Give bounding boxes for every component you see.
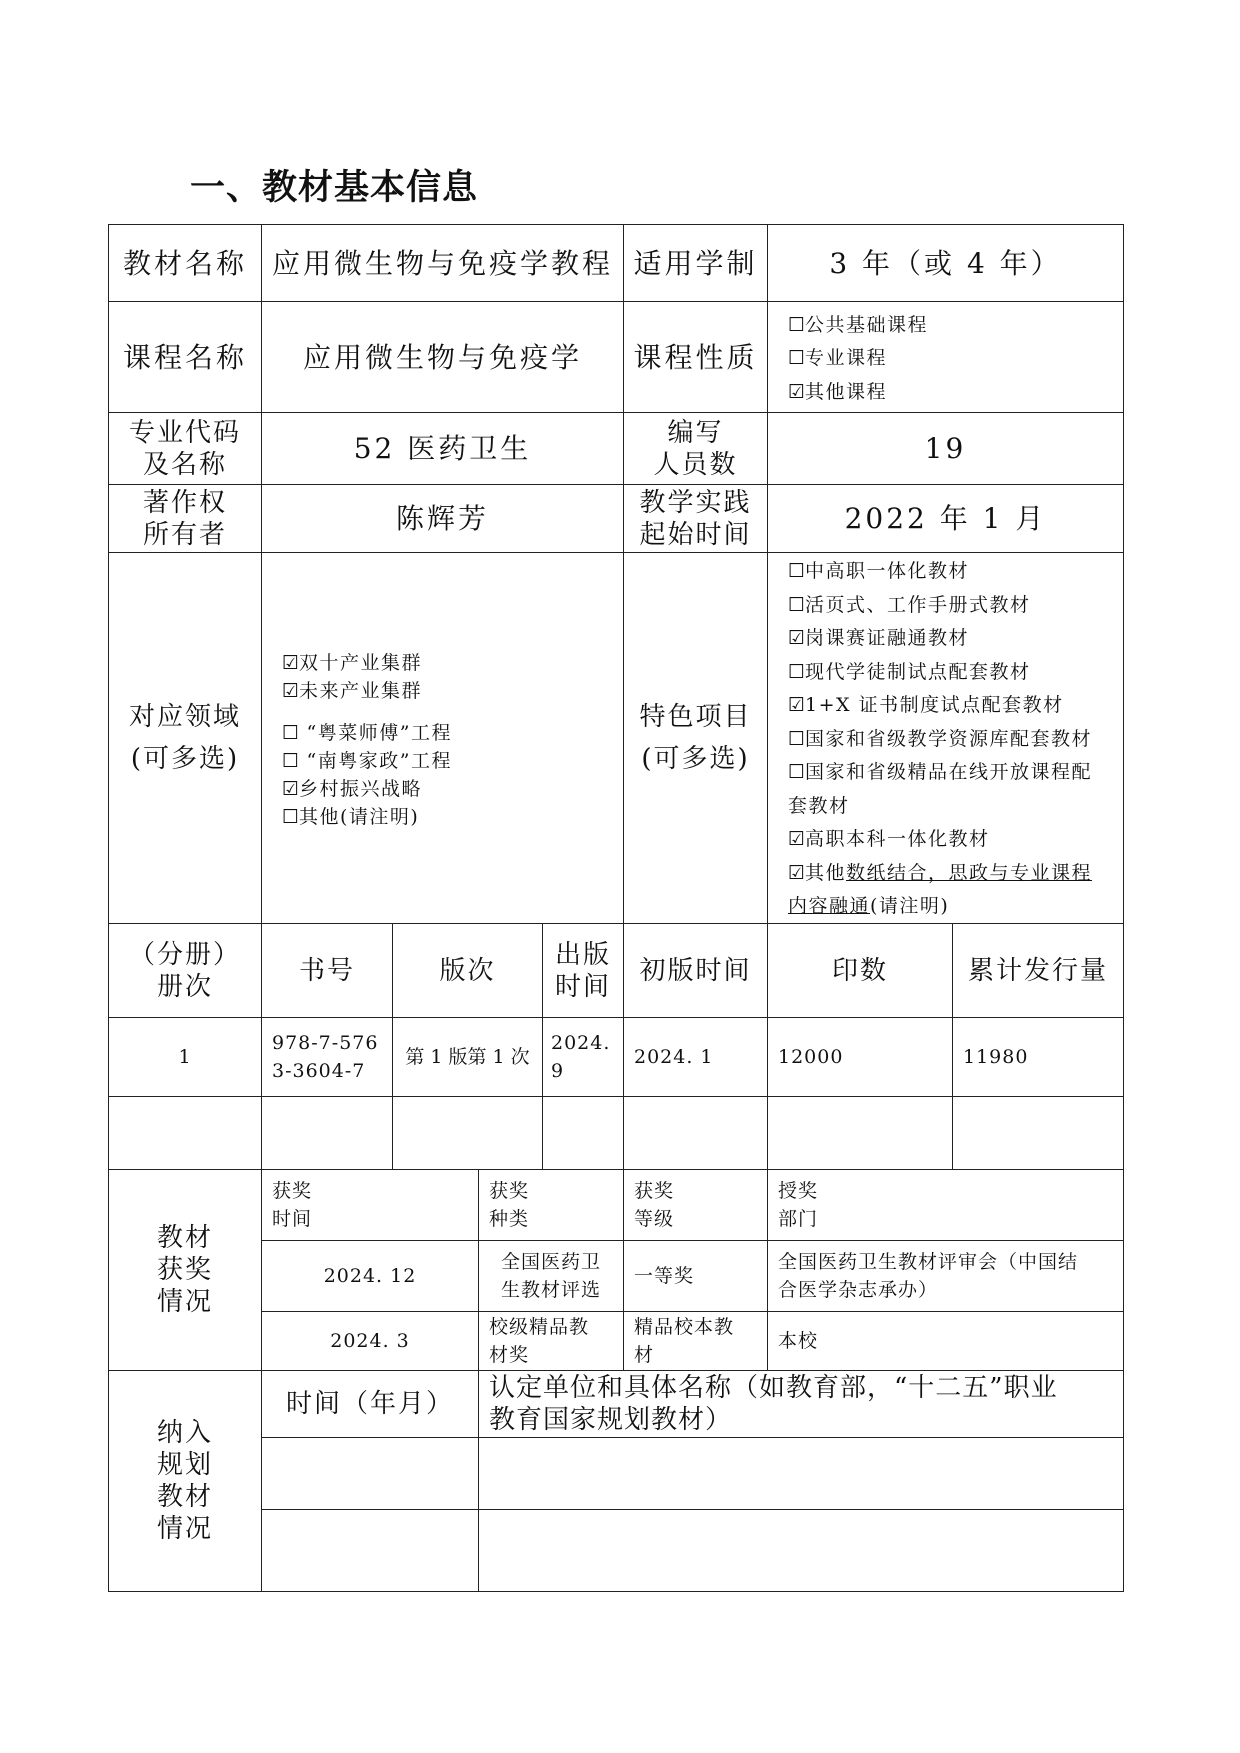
other-note: 内容融通(请注明)	[788, 895, 950, 917]
prints-header: 印数	[767, 923, 953, 1018]
edition-cell: 第 1 版第 1 次	[392, 1017, 543, 1097]
prints-cell: 12000	[767, 1017, 953, 1097]
empty-cell	[261, 1437, 479, 1510]
award-type-cell: 校级精品教 材奖	[478, 1311, 624, 1371]
award-level-header: 获奖 等级	[623, 1169, 768, 1241]
volume-header: （分册） 册次	[108, 923, 262, 1018]
practice-start-label: 教学实践 起始时间	[623, 484, 768, 553]
course-nature-label: 课程性质	[623, 301, 768, 413]
awards-label: 教材 获奖 情况	[108, 1169, 262, 1371]
major-code-label: 专业代码 及名称	[108, 412, 262, 485]
empty-cell	[952, 1096, 1124, 1170]
award-dept-header: 授奖 部门	[767, 1169, 1124, 1241]
checkbox-item[interactable]: ☐现代学徒制试点配套教材	[788, 660, 1031, 683]
empty-cell	[261, 1096, 393, 1170]
checkbox-item[interactable]: ☐专业课程	[788, 347, 888, 370]
practice-start-value: 2022 年 1 月	[767, 484, 1124, 553]
checkbox-item[interactable]: ☐ “南粤家政”工程	[282, 750, 452, 772]
domain-label: 对应领域 (可多选)	[108, 552, 262, 924]
copyright-label: 著作权 所有者	[108, 484, 262, 553]
course-name-value: 应用微生物与免疫学	[261, 301, 624, 413]
edition-header: 版次	[392, 923, 543, 1018]
checkbox-item[interactable]: ☐其他(请注明)	[282, 806, 420, 828]
award-type-header: 获奖 种类	[478, 1169, 624, 1241]
planning-time-header: 时间（年月）	[261, 1370, 479, 1438]
award-type-cell: 全国医药卫 生教材评选	[478, 1240, 624, 1312]
features-label: 特色项目 (可多选)	[623, 552, 768, 924]
empty-cell	[623, 1096, 768, 1170]
volume-cell: 1	[108, 1017, 262, 1097]
empty-cell	[392, 1096, 543, 1170]
award-time-header: 获奖 时间	[261, 1169, 479, 1241]
checkbox-item[interactable]: ☐中高职一体化教材	[788, 560, 970, 582]
empty-cell	[261, 1509, 479, 1592]
checkbox-item[interactable]: ☑其他课程	[788, 380, 888, 403]
empty-cell	[542, 1096, 624, 1170]
empty-cell	[478, 1509, 1124, 1592]
checkbox-item[interactable]: ☐国家和省级教学资源库配套教材	[788, 727, 1093, 750]
course-name-label: 课程名称	[108, 301, 262, 413]
domain-options	[261, 552, 624, 924]
empty-cell	[478, 1437, 1124, 1510]
checkbox-item[interactable]: ☑未来产业集群	[282, 680, 423, 702]
authors-count-value: 19	[767, 412, 1124, 485]
planning-unit-header: 认定单位和具体名称（如教育部，“十二五”职业 教育国家规划教材）	[478, 1370, 1124, 1438]
award-time-cell: 2024. 3	[261, 1311, 479, 1371]
section-heading: 一、教材基本信息	[190, 168, 479, 208]
checkbox-item[interactable]: ☑双十产业集群	[282, 652, 423, 674]
authors-count-label: 编写 人员数	[623, 412, 768, 485]
checkbox-item[interactable]: ☐国家和省级精品在线开放课程配	[788, 761, 1093, 783]
course-nature-options	[767, 301, 1124, 413]
pubdate-cell: 2024. 9	[542, 1017, 624, 1097]
features-options	[767, 552, 1124, 924]
empty-cell	[767, 1096, 953, 1170]
empty-cell	[108, 1096, 262, 1170]
school-system-label: 适用学制	[623, 224, 768, 302]
checkbox-item[interactable]: ☐公共基础课程	[788, 313, 929, 336]
textbook-name-value: 应用微生物与免疫学教程	[261, 224, 624, 302]
total-header: 累计发行量	[952, 923, 1124, 1018]
checkbox-item-other[interactable]: ☑其他数纸结合，思政与专业课程	[788, 861, 1093, 884]
planning-label: 纳入 规划 教材 情况	[108, 1370, 262, 1592]
checkbox-item-wrap: 套教材	[788, 794, 850, 817]
isbn-header: 书号	[261, 923, 393, 1018]
major-code-value: 52 医药卫生	[261, 412, 624, 485]
school-system-value: 3 年（或 4 年）	[767, 224, 1124, 302]
checkbox-item[interactable]: ☑岗课赛证融通教材	[788, 627, 970, 649]
award-dept-cell: 本校	[767, 1311, 1124, 1371]
award-level-cell: 精品校本教 材	[623, 1311, 768, 1371]
total-cell: 11980	[952, 1017, 1124, 1097]
checkbox-item[interactable]: ☑1+X 证书制度试点配套教材	[788, 694, 1064, 716]
checkbox-item[interactable]: ☐ “粤菜师傅”工程	[282, 722, 452, 744]
checkbox-item[interactable]: ☐活页式、工作手册式教材	[788, 593, 1031, 616]
award-dept-cell: 全国医药卫生教材评审会（中国结 合医学杂志承办）	[767, 1240, 1124, 1312]
checkbox-item[interactable]: ☑乡村振兴战略	[282, 778, 423, 800]
checkbox-item[interactable]: ☑高职本科一体化教材	[788, 828, 990, 850]
first-date-header: 初版时间	[623, 923, 768, 1018]
first-date-cell: 2024. 1	[623, 1017, 768, 1097]
award-time-cell: 2024. 12	[261, 1240, 479, 1312]
pubdate-header: 出版 时间	[542, 923, 624, 1018]
isbn-cell: 978-7-576 3-3604-7	[261, 1017, 393, 1097]
textbook-name-label: 教材名称	[108, 224, 262, 302]
award-level-cell: 一等奖	[623, 1240, 768, 1312]
copyright-owner: 陈辉芳	[261, 484, 624, 553]
